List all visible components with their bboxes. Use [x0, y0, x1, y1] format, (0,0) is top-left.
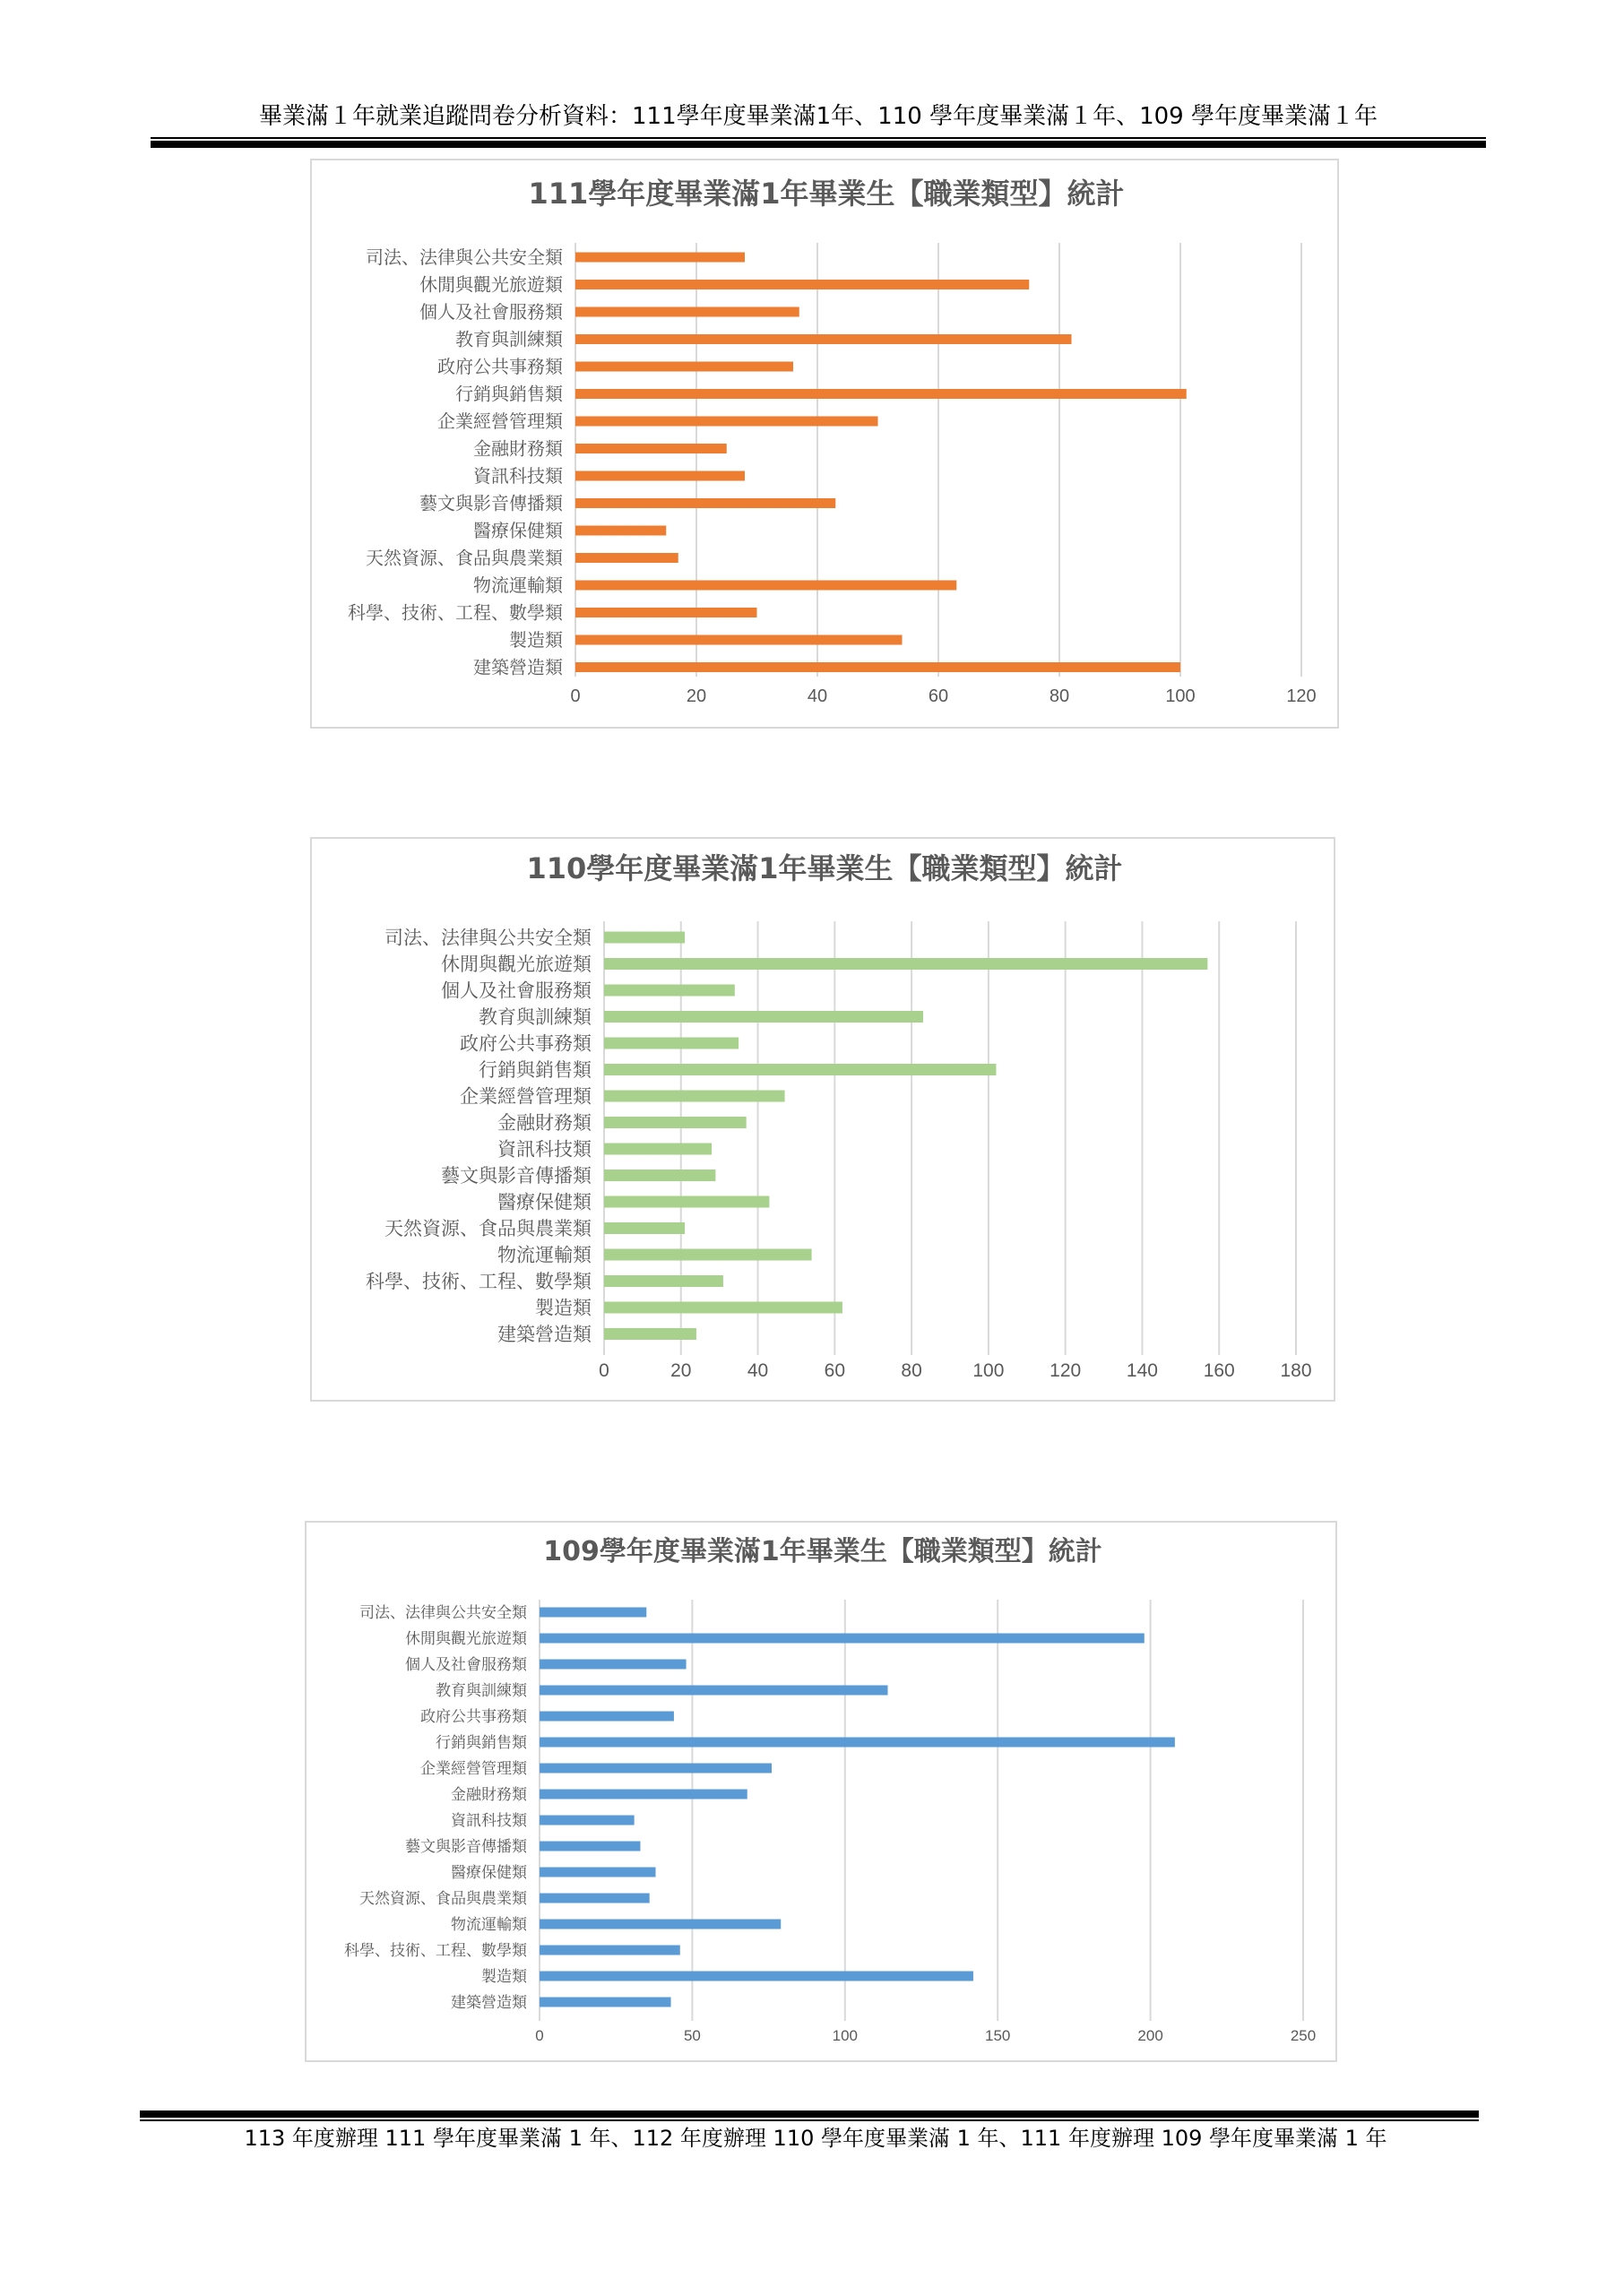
category-label: 教育與訓練類	[436, 1682, 527, 1701]
bar	[540, 1634, 1145, 1644]
bar	[575, 662, 1180, 672]
x-tick-label: 80	[901, 1360, 922, 1381]
bar	[575, 635, 903, 645]
chart-title: 109學年度畢業滿1年畢業生【職業類型】統計	[543, 1536, 1102, 1567]
bar	[604, 958, 1207, 970]
bar	[604, 1302, 842, 1314]
bar	[540, 1894, 650, 1903]
x-tick-label: 50	[683, 2027, 701, 2044]
category-label: 教育與訓練類	[455, 328, 563, 350]
category-label: 資訊科技類	[473, 465, 563, 488]
bar	[575, 334, 1072, 344]
bar	[540, 1868, 656, 1877]
bar	[575, 553, 678, 563]
bar	[604, 932, 685, 944]
bar	[575, 526, 666, 536]
bar	[575, 280, 1029, 289]
x-tick-label: 0	[570, 686, 581, 706]
x-tick-label: 80	[1049, 686, 1070, 706]
bar	[540, 1946, 680, 1955]
bar	[540, 1816, 635, 1826]
category-label: 醫療保健類	[451, 1864, 527, 1883]
category-label: 金融財務類	[473, 437, 563, 460]
category-label: 資訊科技類	[451, 1812, 527, 1831]
category-label: 藝文與影音傳播類	[441, 1165, 592, 1187]
category-label: 政府公共事務類	[437, 356, 563, 378]
category-label: 製造類	[509, 629, 563, 652]
category-label: 司法、法律與公共安全類	[384, 927, 592, 949]
bar	[604, 1144, 712, 1155]
category-label: 建築營造類	[497, 1324, 592, 1346]
category-label: 製造類	[535, 1297, 592, 1319]
bar	[540, 1660, 687, 1670]
bar	[604, 1196, 769, 1208]
x-tick-label: 250	[1290, 2027, 1317, 2044]
x-tick-label: 40	[807, 686, 828, 706]
page-header: 畢業滿１年就業追蹤問卷分析資料：111學年度畢業滿1年、110 學年度畢業滿１年、109 學年度畢業滿１年	[259, 103, 1378, 130]
category-label: 製造類	[481, 1968, 527, 1987]
bar	[540, 1972, 973, 1981]
category-label: 政府公共事務類	[420, 1708, 527, 1727]
bar	[575, 362, 793, 372]
category-label: 天然資源、食品與農業類	[366, 547, 563, 569]
category-label: 金融財務類	[451, 1786, 527, 1805]
x-tick-label: 100	[1165, 686, 1196, 706]
x-tick-label: 180	[1280, 1360, 1312, 1381]
category-label: 個人及社會服務類	[405, 1656, 527, 1675]
bar	[540, 1842, 640, 1851]
bar	[604, 1038, 739, 1049]
x-tick-label: 60	[824, 1360, 846, 1381]
chart-title: 111學年度畢業滿1年畢業生【職業類型】統計	[528, 177, 1125, 211]
category-label: 醫療保健類	[497, 1191, 592, 1213]
bar	[604, 1249, 812, 1261]
page-footer: 113 年度辦理 111 學年度畢業滿 1 年、112 年度辦理 110 學年度畢業滿 1 年、111 年度辦理 109 學年度畢業滿 1 年	[244, 2126, 1387, 2151]
header-rule-thin	[151, 137, 1486, 139]
bar	[540, 1712, 674, 1722]
category-label: 資訊科技類	[497, 1138, 592, 1161]
bar	[604, 1117, 747, 1128]
category-label: 個人及社會服務類	[419, 301, 563, 324]
chart-title: 110學年度畢業滿1年畢業生【職業類型】統計	[526, 851, 1123, 885]
x-tick-label: 120	[1286, 686, 1317, 706]
bar	[540, 1686, 888, 1696]
category-label: 科學、技術、工程、數學類	[366, 1271, 592, 1293]
category-label: 行銷與銷售類	[455, 383, 563, 405]
category-label: 休閒與觀光旅遊類	[419, 273, 563, 296]
bar	[575, 581, 956, 591]
category-label: 休閒與觀光旅遊類	[441, 954, 592, 976]
bar	[604, 1170, 715, 1181]
bar	[575, 498, 835, 508]
bar	[604, 1064, 996, 1075]
bar	[604, 1328, 696, 1340]
category-label: 科學、技術、工程、數學類	[348, 601, 563, 624]
x-tick-label: 0	[599, 1360, 609, 1381]
category-label: 個人及社會服務類	[441, 980, 592, 1002]
bar	[540, 1790, 747, 1800]
bar	[604, 1275, 723, 1287]
x-tick-label: 20	[686, 686, 707, 706]
bar	[604, 985, 735, 997]
category-label: 物流運輸類	[451, 1916, 527, 1935]
x-tick-label: 20	[670, 1360, 692, 1381]
category-label: 行銷與銷售類	[479, 1059, 592, 1082]
bar	[604, 1091, 785, 1102]
category-label: 休閒與觀光旅遊類	[405, 1630, 527, 1649]
category-label: 醫療保健類	[473, 520, 563, 542]
category-label: 企業經營管理類	[460, 1085, 592, 1108]
bar	[575, 444, 727, 453]
footer-rule-thin	[140, 2119, 1479, 2121]
category-label: 政府公共事務類	[460, 1032, 592, 1055]
chart-svg	[307, 1523, 1339, 2064]
bar	[575, 253, 745, 263]
x-tick-label: 120	[1050, 1360, 1082, 1381]
category-label: 科學、技術、工程、數學類	[344, 1942, 527, 1961]
x-tick-label: 160	[1203, 1360, 1235, 1381]
bar	[540, 1920, 781, 1929]
bar	[575, 608, 757, 617]
category-label: 金融財務類	[497, 1112, 592, 1135]
category-label: 藝文與影音傳播類	[419, 492, 563, 514]
chart-109	[305, 1521, 1337, 2062]
x-tick-label: 40	[747, 1360, 769, 1381]
x-tick-label: 150	[985, 2027, 1011, 2044]
x-tick-label: 100	[832, 2027, 858, 2044]
bar	[575, 417, 878, 427]
bar	[575, 471, 745, 481]
chart-svg	[312, 160, 1341, 730]
category-label: 建築營造類	[473, 656, 563, 678]
bar	[540, 1738, 1175, 1748]
bar	[604, 1011, 923, 1023]
category-label: 天然資源、食品與農業類	[359, 1890, 527, 1909]
category-label: 企業經營管理類	[437, 410, 563, 433]
x-tick-label: 0	[535, 2027, 544, 2044]
bar	[540, 1608, 646, 1618]
x-tick-label: 100	[972, 1360, 1005, 1381]
category-label: 物流運輸類	[473, 574, 563, 597]
bar	[540, 1764, 772, 1774]
header-rule-thick	[151, 141, 1486, 148]
category-label: 行銷與銷售類	[436, 1734, 527, 1753]
bar	[540, 1998, 671, 2007]
category-label: 企業經營管理類	[420, 1760, 527, 1779]
x-tick-label: 140	[1126, 1360, 1158, 1381]
chart-110	[310, 837, 1335, 1402]
chart-111	[310, 159, 1339, 729]
category-label: 建築營造類	[451, 1994, 527, 2013]
x-tick-label: 200	[1137, 2027, 1163, 2044]
category-label: 天然資源、食品與農業類	[384, 1218, 592, 1240]
category-label: 物流運輸類	[497, 1244, 592, 1266]
category-label: 藝文與影音傳播類	[405, 1838, 527, 1857]
category-label: 教育與訓練類	[479, 1006, 592, 1029]
bar	[575, 389, 1187, 399]
category-label: 司法、法律與公共安全類	[359, 1604, 527, 1623]
bar	[575, 307, 799, 317]
footer-rule-thick	[140, 2110, 1479, 2118]
category-label: 司法、法律與公共安全類	[366, 246, 563, 269]
chart-svg	[312, 839, 1337, 1403]
x-tick-label: 60	[928, 686, 949, 706]
bar	[604, 1222, 685, 1234]
